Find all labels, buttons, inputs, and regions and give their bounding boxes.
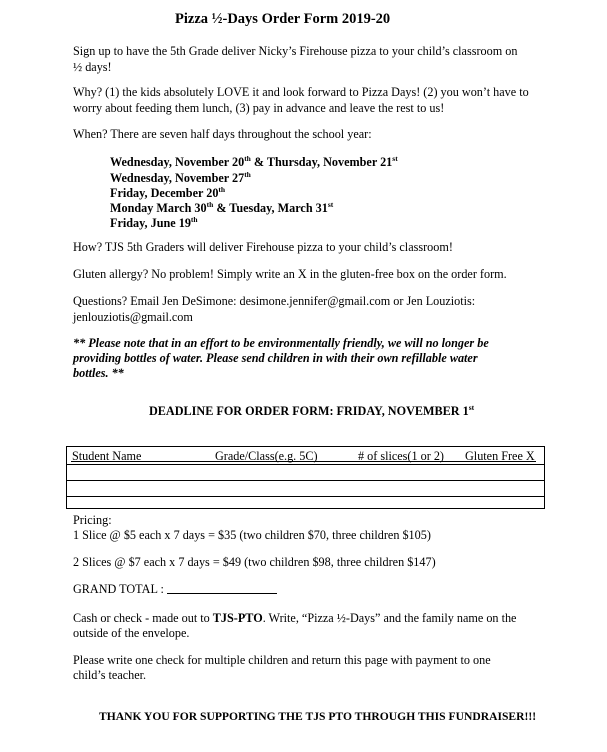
grand-total: GRAND TOTAL : bbox=[73, 582, 277, 597]
table-row[interactable] bbox=[67, 480, 544, 481]
table-row[interactable] bbox=[67, 496, 544, 497]
cash-line-2: outside of the envelope. bbox=[73, 626, 190, 640]
header-grade-class: Grade/Class(e.g. 5C) bbox=[215, 449, 318, 463]
questions-line-1: Questions? Email Jen DeSimone: desimone.jennifer@gmail.com or Jen Louziotis: bbox=[73, 294, 476, 308]
pricing-one-slice: 1 Slice @ $5 each x 7 days = $35 (two children $70, three children $105) bbox=[73, 528, 431, 542]
header-student-name: Student Name bbox=[72, 449, 142, 463]
date-item: Monday March 30th & Tuesday, March 31st bbox=[110, 200, 334, 215]
page-title: Pizza ½-Days Order Form 2019-20 bbox=[175, 11, 391, 27]
pricing-label: Pricing: bbox=[73, 513, 112, 527]
note-line-3: bottles. ** bbox=[73, 366, 124, 380]
cash-line-1: Cash or check - made out to TJS-PTO. Write, “Pizza ½-Days” and the family name on the bbox=[73, 611, 517, 625]
grand-total-blank[interactable] bbox=[167, 582, 277, 594]
gluten-text: Gluten allergy? No problem! Simply write an X in the gluten-free box on the order form. bbox=[73, 267, 507, 281]
check-line-2: child’s teacher. bbox=[73, 668, 147, 682]
why-line-2: worry about feeding them lunch, (3) pay in advance and leave the rest to us! bbox=[73, 101, 445, 115]
intro-line-2: ½ days! bbox=[73, 60, 112, 74]
date-item: Wednesday, November 20th & Thursday, November 21st bbox=[110, 154, 398, 169]
deadline-heading: DEADLINE FOR ORDER FORM: FRIDAY, NOVEMBER 1st bbox=[149, 403, 475, 418]
questions-line-2: jenlouziotis@gmail.com bbox=[73, 310, 193, 324]
how-text: How? TJS 5th Graders will deliver Firehouse pizza to your child’s classroom! bbox=[73, 240, 453, 254]
date-item: Wednesday, November 27th bbox=[110, 170, 251, 185]
header-slices: # of slices(1 or 2) bbox=[358, 449, 444, 463]
intro-line-1: Sign up to have the 5th Grade deliver Nicky’s Firehouse pizza to your child’s classroom on bbox=[73, 44, 518, 58]
date-item: Friday, June 19th bbox=[110, 215, 198, 230]
header-underline bbox=[71, 461, 536, 462]
header-gluten-free: Gluten Free X bbox=[465, 449, 535, 463]
check-line-1: Please write one check for multiple children and return this page with payment to one bbox=[73, 653, 491, 667]
order-table bbox=[66, 446, 545, 509]
note-line-2: providing bottles of water. Please send children in with their own refillable water bbox=[73, 351, 478, 365]
thanks-footer: THANK YOU FOR SUPPORTING THE TJS PTO THROUGH THIS FUNDRAISER!!! bbox=[99, 710, 537, 723]
pricing-two-slices: 2 Slices @ $7 each x 7 days = $49 (two children $98, three children $147) bbox=[73, 555, 436, 569]
why-line-1: Why? (1) the kids absolutely LOVE it and look forward to Pizza Days! (2) you won’t have to bbox=[73, 85, 529, 99]
date-item: Friday, December 20th bbox=[110, 185, 226, 200]
when-text: When? There are seven half days throughout the school year: bbox=[73, 127, 372, 141]
note-line-1: ** Please note that in an effort to be environmentally friendly, we will no longer be bbox=[73, 336, 489, 350]
table-row[interactable] bbox=[67, 464, 544, 465]
